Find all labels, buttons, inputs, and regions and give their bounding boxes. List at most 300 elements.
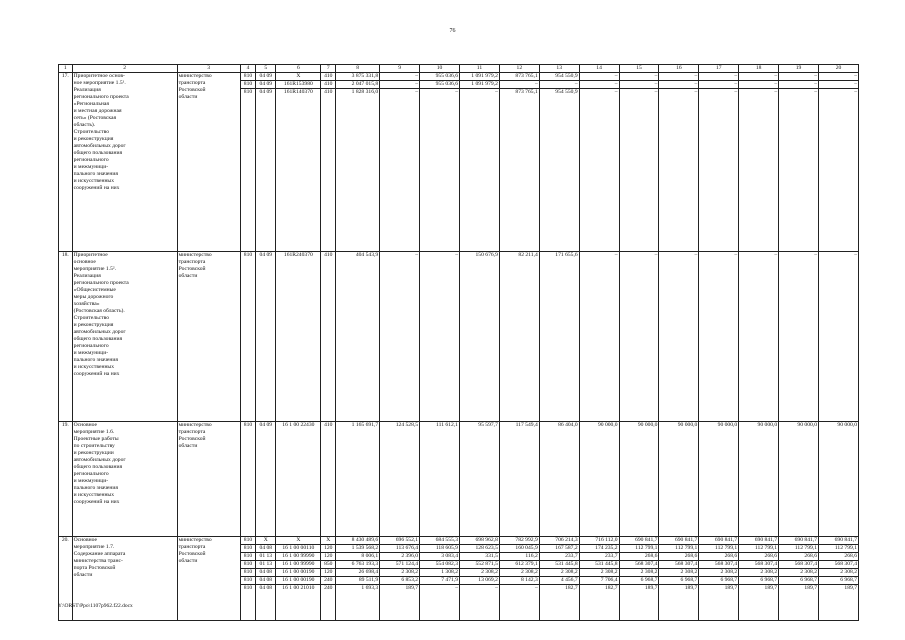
amount-cell: 90 000,0 (699, 422, 739, 537)
activity-name-line: сооружений на них (73, 499, 120, 505)
activity-name-line: Основное (73, 422, 97, 428)
budget-code-cell: 810 (240, 569, 256, 577)
amount-cell: – (459, 89, 499, 252)
amount-cell: – (499, 585, 539, 621)
amount-cell: 150 676,9 (459, 252, 499, 422)
executor-line: транспорта (178, 259, 206, 265)
activity-name-line: «Общесистемные (73, 287, 116, 293)
amount-cell: 182,7 (579, 585, 619, 621)
activity-name (72, 73, 177, 252)
responsible-executor (177, 422, 240, 537)
budget-code-cell: 810 (240, 81, 256, 89)
amount-cell: 268,6 (659, 553, 699, 561)
amount-cell: 1 165 691,7 (336, 422, 380, 537)
header-cell: 8 (336, 65, 380, 73)
amount-cell: – (619, 73, 659, 81)
activity-name-line: мероприятие 1.6. (73, 429, 115, 435)
amount-cell: 189,7 (779, 585, 819, 621)
header-cell: 15 (619, 65, 659, 73)
amount-cell: 690 841,7 (779, 537, 819, 545)
activity-name-line: Приоритетное основ- (73, 73, 125, 79)
amount-cell: – (659, 252, 699, 422)
activity-name-line: автомобильных дорог (73, 143, 126, 149)
budget-code-cell: X (276, 537, 321, 545)
amount-cell: – (739, 89, 779, 252)
header-cell: 4 (240, 65, 256, 73)
budget-code-cell: 810 (240, 545, 256, 553)
amount-cell: 112 799,1 (779, 545, 819, 553)
activity-name-line: Реализация (73, 273, 101, 279)
header-cell: 19 (779, 65, 819, 73)
amount-cell: 1 539 568,2 (336, 545, 380, 553)
amount-cell: 552 871,5 (459, 561, 499, 569)
executor-line: транспорта (178, 544, 206, 550)
executor-line: Ростовской (178, 551, 206, 557)
activity-name-line: и реконструкция (73, 322, 114, 328)
amount-cell: – (420, 252, 460, 422)
activity-name-line: и межмуници- (73, 478, 109, 484)
amount-cell: – (619, 89, 659, 252)
amount-cell: 873 765,1 (499, 89, 539, 252)
amount-cell: 118 605,9 (420, 545, 460, 553)
amount-cell: 568 307,4 (659, 561, 699, 569)
executor-line: министерство (178, 252, 212, 258)
amount-cell: – (819, 89, 859, 252)
budget-code-cell: 16 1 00 99990 (276, 561, 321, 569)
amount-cell: 2 308,2 (659, 569, 699, 577)
amount-cell: – (779, 81, 819, 89)
budget-code-cell: 04 08 (256, 569, 276, 577)
budget-code-cell: 16 1 00 22430 (276, 422, 321, 537)
header-cell: 14 (579, 65, 619, 73)
amount-cell: – (420, 585, 460, 621)
activity-name-line: Проектные работы (73, 436, 119, 442)
amount-cell: 2 308,2 (499, 569, 539, 577)
executor-line: транспорта (178, 429, 206, 435)
amount-cell: 955 036,6 (420, 81, 460, 89)
amount-cell: 568 307,4 (819, 561, 859, 569)
amount-cell: – (819, 81, 859, 89)
amount-cell: 690 841,7 (619, 537, 659, 545)
executor-line: области (178, 94, 198, 100)
header-cell: 13 (539, 65, 579, 73)
header-cell: 3 (177, 65, 240, 73)
amount-cell: 531 445,8 (579, 561, 619, 569)
activity-name-line: общего пользования (73, 150, 123, 156)
row-number: 17. (59, 73, 73, 252)
activity-name-line: и реконструкции (73, 450, 114, 456)
executor-line: области (178, 443, 198, 449)
amount-cell: 167 587,2 (539, 545, 579, 553)
amount-cell: – (380, 73, 420, 81)
amount-cell: 26 698,4 (336, 569, 380, 577)
amount-cell: 268,6 (779, 553, 819, 561)
amount-cell: 568 307,4 (699, 561, 739, 569)
activity-name-line: мероприятие 1.5². (73, 266, 117, 272)
activity-name-line: сооружений на них (73, 185, 120, 191)
table-row (59, 537, 859, 545)
amount-cell: 568 307,4 (619, 561, 659, 569)
activity-name-line: и искусственных (73, 492, 114, 498)
header-cell: 11 (459, 65, 499, 73)
activity-name-line: Реализация (73, 87, 101, 93)
activity-name (72, 252, 177, 422)
budget-code-cell: 810 (240, 89, 256, 252)
header-cell: 9 (380, 65, 420, 73)
activity-name-line: регионального проекта (73, 280, 129, 286)
activity-name-line: по строительству (73, 443, 115, 449)
amount-cell: 690 841,7 (739, 537, 779, 545)
amount-cell: 954 550,9 (539, 73, 579, 81)
amount-cell: 2 308,2 (539, 569, 579, 577)
activity-name-line: автомобильных дорог (73, 457, 126, 463)
budget-code-cell: 810 (240, 577, 256, 585)
amount-cell: 4 456,7 (539, 577, 579, 585)
header-cell: 5 (256, 65, 276, 73)
amount-cell: 182,7 (539, 585, 579, 621)
amount-cell: 7 706,4 (579, 577, 619, 585)
amount-cell: 1 828 316,0 (336, 89, 380, 252)
activity-name-line: ное мероприятие 1.5¹. (73, 80, 126, 86)
amount-cell: – (579, 81, 619, 89)
budget-code-cell: 410 (321, 89, 336, 252)
header-cell: 7 (321, 65, 336, 73)
budget-code-cell: 16 1 00 99990 (276, 553, 321, 561)
amount-cell: – (579, 252, 619, 422)
amount-cell: 268,6 (739, 553, 779, 561)
amount-cell: – (699, 252, 739, 422)
budget-code-cell: 810 (240, 422, 256, 537)
amount-cell: 706 214,3 (539, 537, 579, 545)
amount-cell: 6 763 193,3 (336, 561, 380, 569)
amount-cell: 90 000,0 (619, 422, 659, 537)
amount-cell: – (659, 89, 699, 252)
amount-cell: 568 307,4 (779, 561, 819, 569)
amount-cell: 268,6 (699, 553, 739, 561)
amount-cell: 112 799,1 (619, 545, 659, 553)
activity-name-line: область). (73, 122, 96, 128)
activity-name-line: мероприятие 1.7. (73, 544, 115, 550)
amount-cell: – (739, 252, 779, 422)
amount-cell: 233,7 (579, 553, 619, 561)
activity-name-line: области (73, 572, 93, 578)
amount-cell: 113 676,4 (380, 545, 420, 553)
activity-name-line: сооружений на них (73, 371, 120, 377)
activity-name-line: Строительство (73, 315, 109, 321)
activity-name-line: и межмуници- (73, 164, 109, 170)
budget-code-cell: 04 08 (256, 577, 276, 585)
amount-cell: – (659, 81, 699, 89)
amount-cell: 2 308,2 (699, 569, 739, 577)
amount-cell: 698 962,8 (459, 537, 499, 545)
activity-name-line: Приоритетное (73, 252, 108, 258)
amount-cell: 90 000,0 (819, 422, 859, 537)
budget-code-cell: X (321, 537, 336, 545)
activity-name-line: Содержание аппарата (73, 551, 126, 557)
amount-cell: 568 307,4 (739, 561, 779, 569)
amount-cell: – (579, 89, 619, 252)
header-cell: 18 (739, 65, 779, 73)
amount-cell: 116,2 (499, 553, 539, 561)
amount-cell: 268,6 (819, 553, 859, 561)
amount-cell: 90 000,0 (739, 422, 779, 537)
amount-cell: 1 091 979,2 (459, 73, 499, 81)
header-cell: 12 (499, 65, 539, 73)
amount-cell: – (699, 73, 739, 81)
amount-cell: 782 992,9 (499, 537, 539, 545)
executor-line: области (178, 558, 198, 564)
amount-cell: 6 968,7 (819, 577, 859, 585)
budget-code-cell: 810 (240, 537, 256, 545)
amount-cell: 2 308,2 (380, 569, 420, 577)
amount-cell: 404 543,9 (336, 252, 380, 422)
amount-cell: 8 142,3 (499, 577, 539, 585)
budget-code-cell: 120 (321, 569, 336, 577)
activity-name-line: пального значения (73, 485, 118, 491)
executor-line: Ростовской (178, 87, 206, 93)
amount-cell: 112 799,1 (739, 545, 779, 553)
budget-code-cell: 810 (240, 553, 256, 561)
amount-cell: 8 430 489,6 (336, 537, 380, 545)
activity-name-line: хозяйства» (73, 301, 100, 307)
amount-cell: – (380, 252, 420, 422)
budget-code-cell: 240 (321, 585, 336, 621)
amount-cell: 268,6 (619, 553, 659, 561)
amount-cell: 189,7 (699, 585, 739, 621)
amount-cell: 571 124,4 (380, 561, 420, 569)
activity-name-line: регионального (73, 157, 109, 163)
amount-cell: 189,7 (380, 585, 420, 621)
amount-cell: 117 549,4 (499, 422, 539, 537)
header-cell: 10 (420, 65, 460, 73)
responsible-executor (177, 252, 240, 422)
amount-cell: – (739, 73, 779, 81)
budget-code-cell: 16 1 00 00110 (276, 545, 321, 553)
amount-cell: 1 308,2 (420, 569, 460, 577)
activity-name-line: регионального (73, 343, 109, 349)
amount-cell: 6 968,7 (659, 577, 699, 585)
budget-code-cell: 810 (240, 252, 256, 422)
amount-cell: 3 083,4 (420, 553, 460, 561)
amount-cell: 124 528,5 (380, 422, 420, 537)
amount-cell: 331,5 (459, 553, 499, 561)
table-row (59, 252, 859, 422)
budget-code-cell: 810 (240, 585, 256, 621)
amount-cell: – (699, 81, 739, 89)
amount-cell: 6 968,7 (619, 577, 659, 585)
activity-name-line: регионального проекта (73, 94, 129, 100)
amount-cell: 90 000,0 (659, 422, 699, 537)
amount-cell: 1 091 979,2 (459, 81, 499, 89)
activity-name-line: меры дорожного (73, 294, 114, 300)
amount-cell: – (380, 81, 420, 89)
amount-cell: 954 550,9 (539, 89, 579, 252)
amount-cell: 128 623,5 (459, 545, 499, 553)
row-number: 20. (59, 537, 73, 621)
amount-cell: 174 235,2 (579, 545, 619, 553)
budget-code-cell: 16 1 00 00190 (276, 569, 321, 577)
table-row (59, 422, 859, 537)
amount-cell: 86 404,0 (539, 422, 579, 537)
activity-name-line: основное (73, 259, 96, 265)
header-cell: 2 (72, 65, 177, 73)
executor-line: области (178, 273, 198, 279)
amount-cell: 112 799,1 (819, 545, 859, 553)
amount-cell: 3 875 331,8 (336, 73, 380, 81)
amount-cell: 690 841,7 (659, 537, 699, 545)
budget-code-cell: 161R153980 (276, 81, 321, 89)
budget-table (58, 64, 859, 621)
amount-cell: – (380, 89, 420, 252)
amount-cell: 2 308,2 (619, 569, 659, 577)
budget-code-cell: 410 (321, 81, 336, 89)
activity-name-line: и искусственных (73, 178, 114, 184)
executor-line: Ростовской (178, 266, 206, 272)
budget-code-cell: 04 09 (256, 422, 276, 537)
amount-cell: 189,7 (659, 585, 699, 621)
amount-cell: 696 552,1 (380, 537, 420, 545)
activity-name-line: и искусственных (73, 364, 114, 370)
budget-code-cell: 810 (240, 73, 256, 81)
responsible-executor (177, 537, 240, 621)
amount-cell: 2 308,2 (739, 569, 779, 577)
amount-cell: 690 841,7 (699, 537, 739, 545)
amount-cell: 2 047 015,8 (336, 81, 380, 89)
amount-cell: 171 655,6 (539, 252, 579, 422)
executor-line: министерство (178, 73, 212, 79)
activity-name-line: пального значения (73, 357, 118, 363)
activity-name-line: «Региональная (73, 101, 109, 107)
amount-cell: – (619, 252, 659, 422)
amount-cell: – (819, 252, 859, 422)
amount-cell: 160 045,9 (499, 545, 539, 553)
activity-name-line: Строительство (73, 129, 109, 135)
budget-code-cell: 120 (321, 553, 336, 561)
header-cell: 16 (659, 65, 699, 73)
activity-name-line: общего пользования (73, 464, 123, 470)
amount-cell: 612 379,1 (499, 561, 539, 569)
amount-cell: 2 308,2 (819, 569, 859, 577)
activity-name (72, 422, 177, 537)
executor-line: Ростовской (178, 436, 206, 442)
amount-cell: – (539, 81, 579, 89)
amount-cell: 716 112,0 (579, 537, 619, 545)
amount-cell: – (779, 89, 819, 252)
amount-cell: – (699, 89, 739, 252)
amount-cell: 955 036,6 (420, 73, 460, 81)
amount-cell: – (579, 73, 619, 81)
budget-code-cell: X (276, 73, 321, 81)
amount-cell: 189,7 (819, 585, 859, 621)
budget-code-cell: 01 13 (256, 561, 276, 569)
amount-cell: 531 445,8 (539, 561, 579, 569)
row-number: 18. (59, 252, 73, 422)
activity-name-line: и межмуници- (73, 350, 109, 356)
budget-code-cell: 04 08 (256, 585, 276, 621)
executor-line: министерство (178, 537, 212, 543)
amount-cell: 554 082,3 (420, 561, 460, 569)
amount-cell: 690 841,7 (819, 537, 859, 545)
amount-cell: 112 799,1 (659, 545, 699, 553)
amount-cell: – (499, 81, 539, 89)
amount-cell: 2 308,2 (779, 569, 819, 577)
header-row (59, 65, 859, 73)
budget-code-cell: 04 09 (256, 89, 276, 252)
amount-cell: 6 968,7 (699, 577, 739, 585)
budget-code-cell: 16 1 00 21010 (276, 585, 321, 621)
amount-cell: 189,7 (619, 585, 659, 621)
amount-cell: 6 853,2 (380, 577, 420, 585)
budget-code-cell: 161R140370 (276, 89, 321, 252)
budget-code-cell: 410 (321, 252, 336, 422)
activity-name-line: (Ростовская область). (73, 308, 125, 314)
budget-code-cell: 410 (321, 73, 336, 81)
amount-cell: 8 006,1 (336, 553, 380, 561)
budget-code-cell: 410 (321, 422, 336, 537)
header-cell: 1 (59, 65, 73, 73)
amount-cell: 233,7 (539, 553, 579, 561)
budget-code-cell: 850 (321, 561, 336, 569)
responsible-executor (177, 73, 240, 252)
file-path-footer: Y:\ORST\Ppo\1107p962.f22.docx (58, 603, 133, 609)
amount-cell: 6 968,7 (739, 577, 779, 585)
activity-name-line: сеть» (Ростовская (73, 115, 117, 121)
amount-cell: 82 211,4 (499, 252, 539, 422)
activity-name-line: регионального (73, 471, 109, 477)
amount-cell: – (739, 81, 779, 89)
budget-code-cell: 120 (321, 545, 336, 553)
amount-cell: 189,7 (739, 585, 779, 621)
activity-name-line: Основное (73, 537, 97, 543)
amount-cell: 112 799,1 (699, 545, 739, 553)
page-number: 76 (449, 28, 456, 34)
amount-cell: – (619, 81, 659, 89)
amount-cell: 6 968,7 (779, 577, 819, 585)
activity-name-line: общего пользования (73, 336, 123, 342)
executor-line: транспорта (178, 80, 206, 86)
budget-code-cell: 04 09 (256, 73, 276, 81)
amount-cell: 111 612,1 (420, 422, 460, 537)
amount-cell: 95 597,7 (459, 422, 499, 537)
amount-cell: – (819, 73, 859, 81)
amount-cell: – (779, 73, 819, 81)
amount-cell: – (459, 585, 499, 621)
amount-cell: 1 693,3 (336, 585, 380, 621)
budget-code-cell: 01 13 (256, 553, 276, 561)
budget-code-cell: 04 09 (256, 81, 276, 89)
amount-cell: 13 069,2 (459, 577, 499, 585)
amount-cell: 90 000,0 (779, 422, 819, 537)
activity-name-line: и местная дорожная (73, 108, 122, 114)
amount-cell: – (779, 252, 819, 422)
activity-name-line: порта Ростовской (73, 565, 116, 571)
budget-code-cell: 04 09 (256, 252, 276, 422)
amount-cell: 7 471,9 (420, 577, 460, 585)
amount-cell: – (659, 73, 699, 81)
budget-code-cell: X (256, 537, 276, 545)
activity-name-line: пального значения (73, 171, 118, 177)
executor-line: министерство (178, 422, 212, 428)
activity-name-line: автомобильных дорог (73, 329, 126, 335)
amount-cell: 2 308,2 (459, 569, 499, 577)
budget-code-cell: 161R240370 (276, 252, 321, 422)
amount-cell: 2 396,0 (380, 553, 420, 561)
header-cell: 6 (276, 65, 321, 73)
activity-name-line: и реконструкция (73, 136, 114, 142)
table-row (59, 73, 859, 81)
budget-code-cell: 16 1 00 00190 (276, 577, 321, 585)
amount-cell: 90 000,0 (579, 422, 619, 537)
